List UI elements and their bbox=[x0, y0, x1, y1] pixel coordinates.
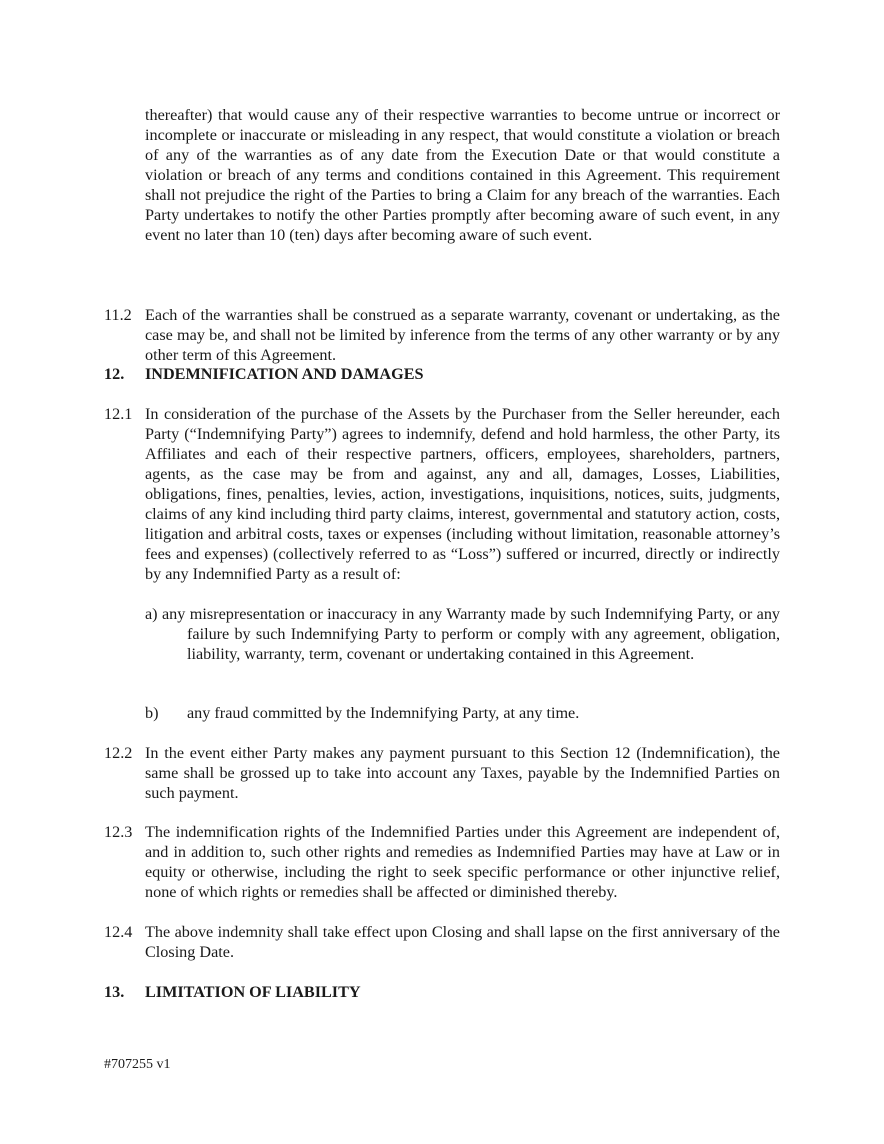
paragraph bbox=[104, 743, 780, 803]
clause-number: 12.3 bbox=[104, 823, 133, 841]
item-label: b) bbox=[145, 704, 159, 722]
clause-11-1-continuation bbox=[104, 105, 780, 245]
clause-number: 12.4 bbox=[104, 923, 133, 941]
section-heading bbox=[104, 982, 780, 1002]
clause-12-1-item-b bbox=[145, 703, 780, 723]
paragraph bbox=[104, 105, 780, 245]
clause-text: The indemnification rights of the Indemnified Parties under this Agreement are independent of, and in addition to, such other rights and remedies as Indemnified Parties may have at Law or in equity or otherwise, including the right to seek specific performance or other injunctive relief, none of which rights or remedies shall be affected or diminished thereby. bbox=[145, 823, 780, 901]
item-text: any fraud committed by the Indemnifying Party, at any time. bbox=[187, 704, 580, 722]
paragraph bbox=[104, 305, 780, 365]
clause-number: 12.2 bbox=[104, 744, 133, 762]
clause-11-2 bbox=[104, 305, 780, 365]
section-heading bbox=[104, 364, 780, 384]
section-number: 12. bbox=[104, 365, 125, 383]
clause-text: The above indemnity shall take effect upon Closing and shall lapse on the first anniversary of the Closing Date. bbox=[145, 923, 780, 961]
paragraph bbox=[104, 404, 780, 584]
section-title: INDEMNIFICATION AND DAMAGES bbox=[145, 365, 424, 383]
clause-12-1 bbox=[104, 404, 780, 584]
list-item bbox=[145, 604, 780, 664]
clause-number: 11.2 bbox=[104, 306, 132, 324]
document-id-footer: #707255 v1 bbox=[104, 1057, 171, 1072]
clause-12-3 bbox=[104, 822, 780, 902]
clause-12-2 bbox=[104, 743, 780, 803]
clause-number: 12.1 bbox=[104, 405, 133, 423]
paragraph-text: thereafter) that would cause any of their respective warranties to become untrue or incorrect or incomplete or inaccurate or misleading in any respect, that would constitute a violation or breach of any of the warranties as of any date from the Execution Date or that would constitute a violation or breach of any terms and conditions contained in this Agreement. This requirement shall not prejudice the right of the Parties to bring a Claim for any breach of the warranties. Each Party undertakes to notify the other Parties promptly after becoming aware of such event, in any event no later than 10 (ten) days after becoming aware of such event. bbox=[145, 106, 780, 244]
clause-text: In consideration of the purchase of the Assets by the Purchaser from the Seller hereunder, each Party (“Indemnifying Party”) agrees to indemnify, defend and hold harmless, the other Party, its Affiliates and each of their respective partners, officers, employees, shareholders, partners, agents, as the case may be from and against, any and all, damages, Losses, Liabilities, obligations, fines, penalties, levies, action, investigations, inquisitions, notices, suits, judgments, claims of any kind including third party claims, interest, governmental and statutory action, costs, litigation and arbitral costs, taxes or expenses (including without limitation, reasonable attorney’s fees and expenses) (collectively referred to as “Loss”) suffered or incurred, directly or indirectly by any Indemnified Party as a result of: bbox=[145, 405, 780, 583]
section-13-heading bbox=[104, 982, 780, 1002]
clause-12-1-item-a bbox=[145, 604, 780, 664]
item-text: any misrepresentation or inaccuracy in any Warranty made by such Indemnifying Party, or any failure by such Indemnifying Party to perform or comply with any agreement, obligation, liability, warranty, term, covenant or undertaking contained in this Agreement. bbox=[162, 605, 781, 663]
list-item bbox=[145, 703, 780, 723]
paragraph bbox=[104, 822, 780, 902]
paragraph bbox=[104, 922, 780, 962]
clause-text: In the event either Party makes any payment pursuant to this Section 12 (Indemnification), the same shall be grossed up to take into account any Taxes, payable by the Indemnified Parties on such payment. bbox=[145, 744, 780, 802]
item-label: a) bbox=[145, 605, 158, 623]
clause-text: Each of the warranties shall be construed as a separate warranty, covenant or undertaking, as the case may be, and shall not be limited by inference from the terms of any other warranty or by any other term of this Agreement. bbox=[145, 306, 780, 364]
section-title: LIMITATION OF LIABILITY bbox=[145, 983, 361, 1001]
section-number: 13. bbox=[104, 983, 125, 1001]
clause-12-4 bbox=[104, 922, 780, 962]
section-12-heading bbox=[104, 364, 780, 384]
